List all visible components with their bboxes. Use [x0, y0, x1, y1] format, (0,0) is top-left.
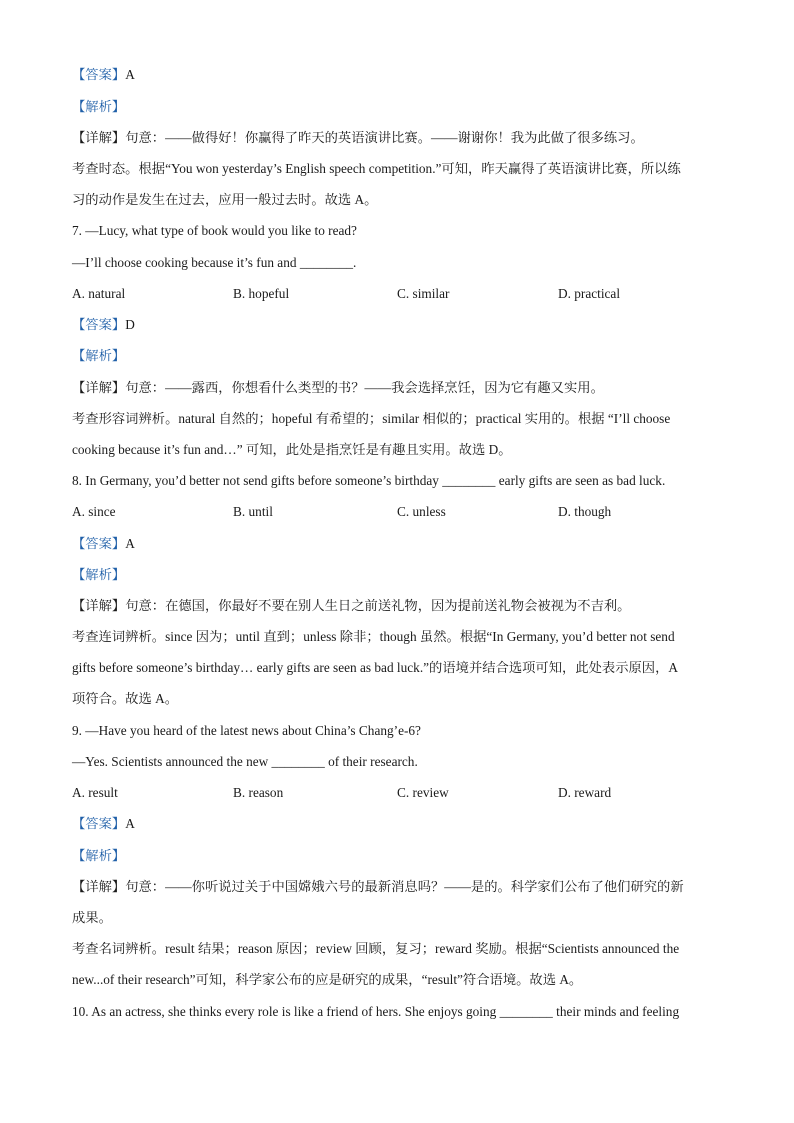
- detail-tag: 【详解】: [72, 130, 126, 145]
- q8-stem-1: 8. In Germany, you’d better not send gifts before someone’s birthday ________ early gifts are seen as bad luck.: [72, 473, 666, 488]
- q7-explain-1: 考查形容词辨析。natural 自然的；hopeful 有希望的；similar 相似的；practical 实用的。根据 “I’ll choose: [72, 411, 671, 426]
- q7-analysis-line: [72, 347, 125, 365]
- q9-detail-2: 成果。: [72, 910, 112, 925]
- detail-tag: 【详解】: [72, 598, 126, 613]
- analysis-tag: 【解析】: [72, 348, 126, 363]
- q7-answer: D: [125, 317, 135, 332]
- q7-option-b: B. hopeful: [233, 286, 290, 301]
- q6-answer: A: [125, 67, 135, 82]
- q9-explain-2: new...of their research”可知，科学家公布的应是研究的成果，“result”符合语境。故选 A。: [72, 972, 583, 987]
- q8-answer: A: [125, 536, 135, 551]
- q8-explain-1: 考查连词辨析。since 因为；until 直到；unless 除非；though 虽然。根据“In Germany, you’d better not send: [72, 629, 675, 644]
- q7-option-c: C. similar: [397, 286, 450, 301]
- q6-answer-line: [72, 66, 135, 84]
- q8-option-b: B. until: [233, 504, 273, 519]
- q9-option-c: C. review: [397, 785, 449, 800]
- answer-tag: 【答案】: [72, 317, 126, 332]
- q9-answer-line: [72, 815, 135, 833]
- q9-explain-1: 考查名词辨析。result 结果；reason 原因；review 回顾，复习；reward 奖励。根据“Scientists announced the: [72, 941, 680, 956]
- q9-stem-2: —Yes. Scientists announced the new ________ of their research.: [72, 754, 418, 769]
- q9-answer: A: [125, 816, 135, 831]
- q7-option-d: D. practical: [558, 286, 621, 301]
- q8-explain-3: 项符合。故选 A。: [72, 691, 179, 706]
- analysis-tag: 【解析】: [72, 567, 126, 582]
- q8-detail: 句意：在德国，你最好不要在别人生日之前送礼物，因为提前送礼物会被视为不吉利。: [125, 598, 631, 613]
- q6-explain-2: 习的动作是发生在过去，应用一般过去时。故选 A。: [72, 192, 378, 207]
- q8-answer-line: [72, 535, 135, 553]
- q9-stem-1: 9. —Have you heard of the latest news about China’s Chang’e-6?: [72, 723, 421, 738]
- q7-explain-2: cooking because it’s fun and…” 可知，此处是指烹饪是有趣且实用。故选 D。: [72, 442, 512, 457]
- q9-analysis-line: [72, 847, 125, 865]
- q7-detail-line: [72, 379, 604, 397]
- answer-tag: 【答案】: [72, 536, 126, 551]
- q7-detail: 句意：——露西，你想看什么类型的书？——我会选择烹饪，因为它有趣又实用。: [125, 380, 604, 395]
- q7-stem-1: 7. —Lucy, what type of book would you like to read?: [72, 223, 357, 238]
- answer-tag: 【答案】: [72, 67, 126, 82]
- q7-option-a: A. natural: [72, 286, 126, 301]
- detail-tag: 【详解】: [72, 879, 126, 894]
- q9-option-b: B. reason: [233, 785, 284, 800]
- analysis-tag: 【解析】: [72, 848, 126, 863]
- q10-stem-1: 10. As an actress, she thinks every role is like a friend of hers. She enjoys going ________ their minds and feeling: [72, 1004, 680, 1019]
- analysis-tag: 【解析】: [72, 99, 126, 114]
- q6-analysis-line: [72, 98, 125, 116]
- q8-option-c: C. unless: [397, 504, 446, 519]
- q8-option-a: A. since: [72, 504, 116, 519]
- q7-answer-line: [72, 316, 135, 334]
- q9-option-a: A. result: [72, 785, 118, 800]
- q8-analysis-line: [72, 566, 125, 584]
- q7-stem-2: —I’ll choose cooking because it’s fun and ________.: [72, 255, 357, 270]
- q8-explain-2: gifts before someone’s birthday… early gifts are seen as bad luck.”的语境并结合选项可知，此处表示原因，A: [72, 660, 678, 675]
- q6-detail-line: [72, 129, 644, 147]
- q6-explain-1: 考查时态。根据“You won yesterday’s English speech competition.”可知，昨天赢得了英语演讲比赛，所以练: [72, 161, 681, 176]
- q9-detail-line: [72, 878, 684, 896]
- q9-detail-1: 句意：——你听说过关于中国嫦娥六号的最新消息吗？——是的。科学家们公布了他们研究的新: [125, 879, 684, 894]
- q9-option-d: D. reward: [558, 785, 612, 800]
- q8-option-d: D. though: [558, 504, 612, 519]
- q6-detail: 句意：——做得好！你赢得了昨天的英语演讲比赛。——谢谢你！我为此做了很多练习。: [125, 130, 644, 145]
- q8-detail-line: [72, 597, 630, 615]
- answer-tag: 【答案】: [72, 816, 126, 831]
- detail-tag: 【详解】: [72, 380, 126, 395]
